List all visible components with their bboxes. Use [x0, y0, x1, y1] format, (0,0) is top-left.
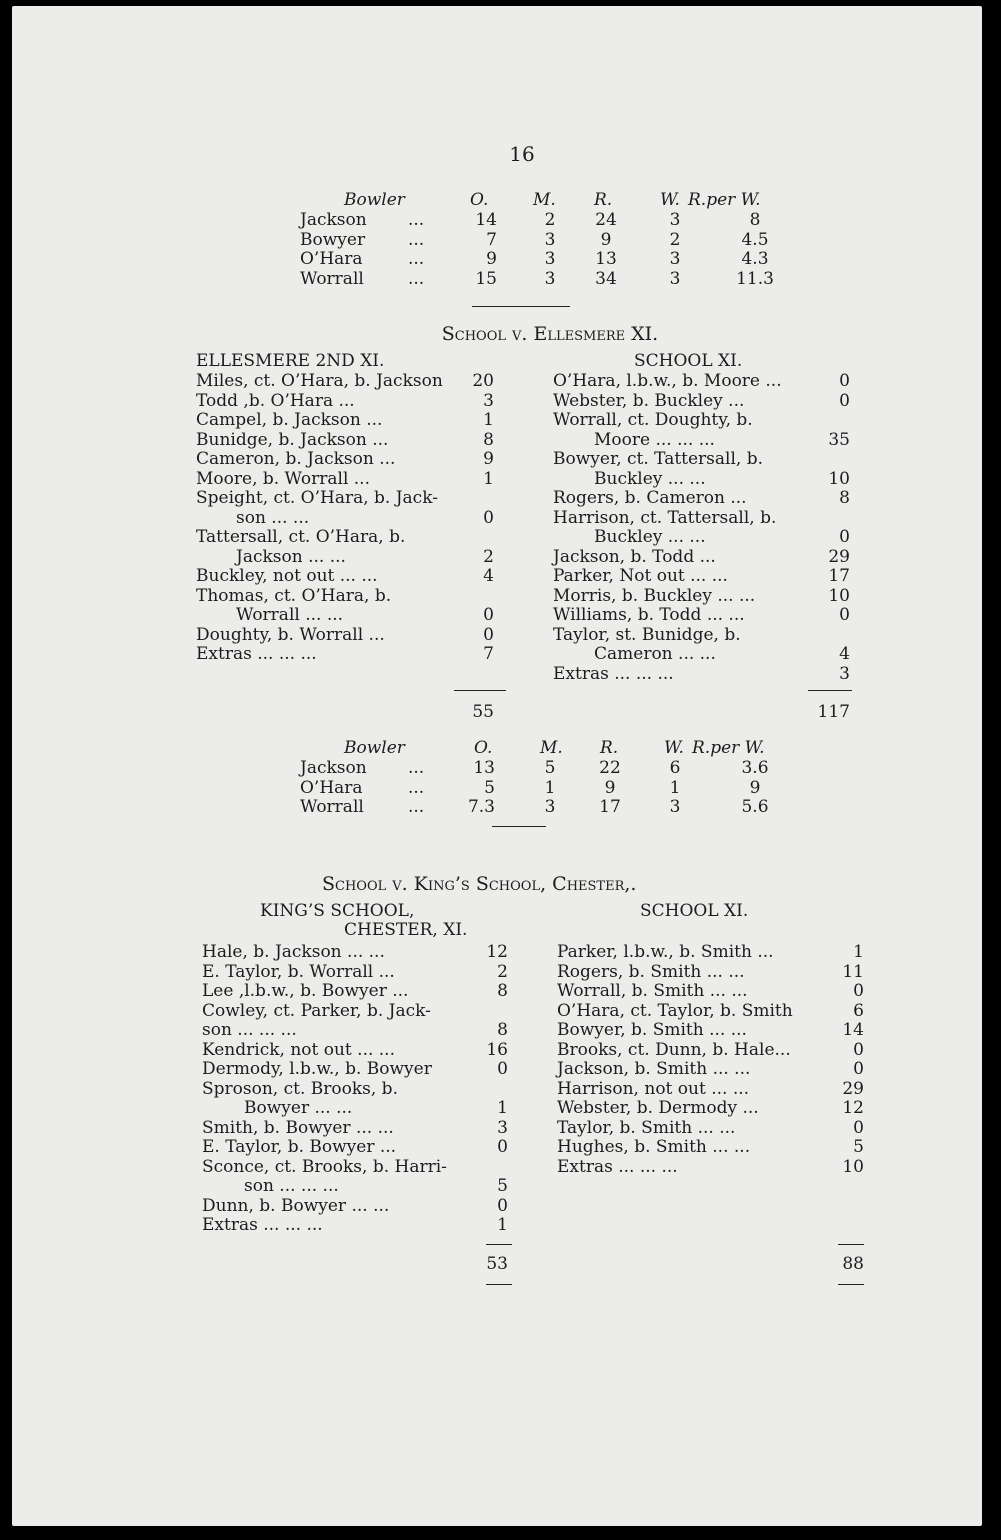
batting-line: Hale, b. Jackson ... ... [202, 942, 385, 962]
batting-line: Todd ,b. O’Hara ... [196, 390, 355, 411]
batting-runs: 9 [483, 449, 494, 469]
batting-runs: 1 [497, 1098, 508, 1118]
bowling-header-bowler: Bowler [344, 738, 405, 758]
batting-line: Taylor, st. Bunidge, b. [553, 624, 741, 645]
batting-runs: 0 [839, 527, 850, 547]
batting-runs: 0 [483, 624, 494, 645]
team-heading-right: SCHOOL XI. [634, 351, 743, 371]
batting-line: Jackson ... ... [236, 546, 346, 567]
batting-runs: 3 [839, 663, 850, 684]
bowler-average: 9 [749, 777, 761, 798]
batting-runs: 8 [839, 488, 850, 508]
match-title: School v. King’s School, Chester,. [322, 873, 637, 895]
batting-line: E. Taylor, b. Worrall ... [202, 961, 395, 982]
batting-runs: 4 [839, 644, 850, 664]
bowling-header-maidens: M. [533, 190, 556, 210]
bowling-header-wickets: W. [664, 738, 684, 758]
batting-runs: 29 [828, 546, 850, 567]
bowler-maidens: 3 [544, 229, 556, 250]
batting-runs: 0 [853, 1039, 864, 1060]
bowler-wickets: 6 [669, 758, 681, 778]
batting-runs: 4 [483, 566, 494, 586]
batting-line: Campel, b. Jackson ... [196, 410, 383, 430]
batting-runs: 8 [497, 981, 508, 1001]
leader-dots: ... [408, 268, 425, 289]
batting-line: Jackson, b. Todd ... [553, 546, 716, 567]
bowler-name: Worrall [300, 797, 364, 817]
batting-line: Bowyer, b. Smith ... ... [557, 1020, 747, 1040]
batting-line: Kendrick, not out ... ... [202, 1039, 395, 1060]
bowler-average: 3.6 [741, 758, 769, 778]
leader-dots: ... [408, 797, 425, 817]
batting-line: Worrall, b. Smith ... ... [557, 981, 748, 1001]
total-rule [838, 1244, 864, 1245]
batting-runs: 10 [828, 585, 850, 606]
batting-line: Smith, b. Bowyer ... ... [202, 1117, 394, 1138]
batting-runs: 1 [853, 942, 864, 962]
batting-runs: 0 [497, 1195, 508, 1216]
bowler-name: Jackson [300, 758, 367, 778]
bowler-name: O’Hara [300, 249, 363, 269]
batting-line: Cowley, ct. Parker, b. Jack- [202, 1000, 431, 1021]
bowling-header-overs: O. [474, 738, 493, 758]
batting-runs: 11 [842, 961, 864, 982]
batting-runs: 3 [497, 1117, 508, 1138]
batting-line: Cameron, b. Jackson ... [196, 449, 396, 469]
bowler-wickets: 3 [669, 249, 681, 269]
batting-runs: 6 [853, 1000, 864, 1021]
batting-runs: 7 [483, 644, 494, 664]
batting-runs: 5 [497, 1176, 508, 1196]
batting-runs: 0 [853, 981, 864, 1001]
batting-runs: 17 [828, 566, 850, 586]
batting-line: Webster, b. Dermody ... [557, 1098, 759, 1118]
batting-line: Extras ... ... ... [196, 644, 317, 664]
total-rule [486, 1284, 512, 1285]
bowler-overs: 14 [475, 210, 497, 230]
bowler-wickets: 3 [669, 268, 681, 289]
batting-line: Bunidge, b. Jackson ... [196, 429, 389, 450]
bowler-average: 5.6 [741, 797, 769, 817]
batting-line: Speight, ct. O’Hara, b. Jack- [196, 488, 438, 508]
batting-line: Brooks, ct. Dunn, b. Hale... [557, 1039, 791, 1060]
batting-line: Sproson, ct. Brooks, b. [202, 1078, 398, 1099]
batting-line: Tattersall, ct. O’Hara, b. [196, 527, 406, 547]
batting-runs: 8 [483, 429, 494, 450]
batting-line: Doughty, b. Worrall ... [196, 624, 385, 645]
batting-runs: 20 [472, 371, 494, 391]
batting-line: Lee ,l.b.w., b. Bowyer ... [202, 981, 409, 1001]
bowler-runs: 24 [595, 210, 617, 230]
batting-line: Worrall, ct. Doughty, b. [553, 410, 753, 430]
total-rule [454, 690, 506, 691]
bowler-runs: 9 [600, 229, 612, 250]
batting-runs: 2 [483, 546, 494, 567]
batting-line: Webster, b. Buckley ... [553, 390, 745, 411]
bowler-runs: 13 [595, 249, 617, 269]
bowler-maidens: 3 [544, 249, 556, 269]
section-rule [472, 306, 570, 307]
batting-line: Extras ... ... ... [557, 1156, 678, 1177]
batting-runs: 1 [483, 410, 494, 430]
batting-line: Jackson, b. Smith ... ... [557, 1059, 751, 1079]
batting-runs: 3 [483, 390, 494, 411]
bowling-header-runs: R. [594, 190, 613, 210]
batting-line: Bowyer, ct. Tattersall, b. [553, 449, 764, 469]
batting-line: Cameron ... ... [594, 644, 716, 664]
batting-runs: 2 [497, 961, 508, 982]
bowler-runs: 17 [599, 797, 621, 817]
batting-runs: 0 [483, 605, 494, 625]
team-heading-left-line2: CHESTER, XI. [344, 920, 468, 940]
batting-line: Sconce, ct. Brooks, b. Harri- [202, 1156, 447, 1177]
batting-line: Harrison, not out ... ... [557, 1078, 750, 1099]
batting-line: Buckley ... ... [594, 527, 706, 547]
batting-runs: 0 [497, 1137, 508, 1157]
batting-line: Extras ... ... ... [553, 663, 674, 684]
batting-runs: 35 [828, 429, 850, 450]
page-sheet [12, 6, 982, 1526]
innings-total: 55 [472, 702, 494, 722]
batting-line: Taylor, b. Smith ... ... [557, 1117, 736, 1138]
batting-runs: 8 [497, 1020, 508, 1040]
total-rule [486, 1244, 512, 1245]
leader-dots: ... [408, 777, 425, 798]
leader-dots: ... [408, 758, 425, 778]
batting-runs: 0 [483, 507, 494, 528]
bowler-wickets: 2 [669, 229, 681, 250]
bowler-wickets: 3 [669, 210, 681, 230]
bowler-wickets: 1 [669, 777, 681, 798]
batting-line: Williams, b. Todd ... ... [553, 605, 745, 625]
bowler-maidens: 5 [544, 758, 556, 778]
leader-dots: ... [408, 249, 425, 269]
bowling-header-average: R.per W. [688, 190, 761, 210]
leader-dots: ... [408, 210, 425, 230]
bowler-average: 8 [749, 210, 761, 230]
bowler-overs: 5 [484, 777, 495, 798]
batting-line: Buckley, not out ... ... [196, 566, 378, 586]
innings-total: 88 [842, 1254, 864, 1274]
total-rule [838, 1284, 864, 1285]
batting-runs: 10 [842, 1156, 864, 1177]
total-rule [808, 690, 852, 691]
batting-line: son ... ... [236, 507, 310, 528]
bowler-average: 11.3 [736, 268, 774, 289]
bowler-runs: 9 [604, 777, 616, 798]
batting-runs: 10 [828, 468, 850, 489]
section-rule [492, 826, 546, 827]
batting-runs: 0 [853, 1117, 864, 1138]
batting-runs: 0 [839, 371, 850, 391]
batting-line: Harrison, ct. Tattersall, b. [553, 507, 777, 528]
batting-line: Dunn, b. Bowyer ... ... [202, 1195, 390, 1216]
bowler-overs: 15 [475, 268, 497, 289]
batting-runs: 0 [497, 1059, 508, 1079]
batting-runs: 0 [853, 1059, 864, 1079]
bowler-maidens: 3 [544, 268, 556, 289]
team-heading-right: SCHOOL XI. [640, 901, 749, 921]
team-heading-left: KING’S SCHOOL, [260, 901, 415, 921]
batting-line: Moore, b. Worrall ... [196, 468, 370, 489]
batting-line: Buckley ... ... [594, 468, 706, 489]
batting-line: Moore ... ... ... [594, 429, 715, 450]
batting-runs: 5 [853, 1137, 864, 1157]
batting-line: O’Hara, ct. Taylor, b. Smith [557, 1000, 793, 1021]
bowling-header-bowler: Bowler [344, 190, 405, 210]
bowler-name: Jackson [300, 210, 367, 230]
batting-runs: 1 [497, 1215, 508, 1235]
batting-line: Parker, Not out ... ... [553, 566, 728, 586]
bowling-header-wickets: W. [660, 190, 680, 210]
batting-runs: 12 [486, 942, 508, 962]
bowling-header-average: R.per W. [692, 738, 765, 758]
team-heading-left: ELLESMERE 2ND XI. [196, 351, 385, 371]
page-number: 16 [509, 142, 535, 166]
batting-line: Rogers, b. Smith ... ... [557, 961, 745, 982]
innings-total: 117 [817, 702, 850, 722]
bowler-name: Bowyer [300, 229, 366, 250]
batting-runs: 0 [839, 605, 850, 625]
batting-runs: 12 [842, 1098, 864, 1118]
bowler-overs: 7 [486, 229, 497, 250]
batting-line: E. Taylor, b. Bowyer ... [202, 1137, 397, 1157]
batting-line: Rogers, b. Cameron ... [553, 488, 747, 508]
batting-line: Extras ... ... ... [202, 1215, 323, 1235]
batting-line: Bowyer ... ... [244, 1098, 353, 1118]
bowler-maidens: 2 [544, 210, 556, 230]
bowler-runs: 34 [595, 268, 617, 289]
bowler-runs: 22 [599, 758, 621, 778]
batting-line: Worrall ... ... [236, 605, 344, 625]
bowler-name: O’Hara [300, 777, 363, 798]
bowler-overs: 7.3 [467, 797, 495, 817]
bowler-average: 4.5 [741, 229, 769, 250]
batting-runs: 14 [842, 1020, 864, 1040]
batting-line: son ... ... ... [244, 1176, 339, 1196]
bowler-name: Worrall [300, 268, 364, 289]
batting-runs: 29 [842, 1078, 864, 1099]
batting-line: Miles, ct. O’Hara, b. Jackson [196, 371, 443, 391]
bowler-average: 4.3 [741, 249, 769, 269]
bowler-maidens: 1 [544, 777, 556, 798]
bowling-header-overs: O. [470, 190, 489, 210]
match-title: School v. Ellesmere XI. [441, 323, 659, 345]
batting-line: Hughes, b. Smith ... ... [557, 1137, 751, 1157]
batting-line: Morris, b. Buckley ... ... [553, 585, 756, 606]
batting-line: O’Hara, l.b.w., b. Moore ... [553, 371, 782, 391]
bowler-wickets: 3 [669, 797, 681, 817]
batting-line: Parker, l.b.w., b. Smith ... [557, 942, 774, 962]
bowler-overs: 13 [473, 758, 495, 778]
innings-total: 53 [486, 1254, 508, 1274]
bowler-maidens: 3 [544, 797, 556, 817]
batting-runs: 0 [839, 390, 850, 411]
batting-runs: 16 [486, 1039, 508, 1060]
leader-dots: ... [408, 229, 425, 250]
batting-line: Thomas, ct. O’Hara, b. [196, 585, 392, 606]
batting-line: Dermody, l.b.w., b. Bowyer [202, 1059, 432, 1079]
batting-runs: 1 [483, 468, 494, 489]
bowling-header-runs: R. [600, 738, 619, 758]
batting-line: son ... ... ... [202, 1020, 297, 1040]
bowler-overs: 9 [486, 249, 497, 269]
bowling-header-maidens: M. [540, 738, 563, 758]
